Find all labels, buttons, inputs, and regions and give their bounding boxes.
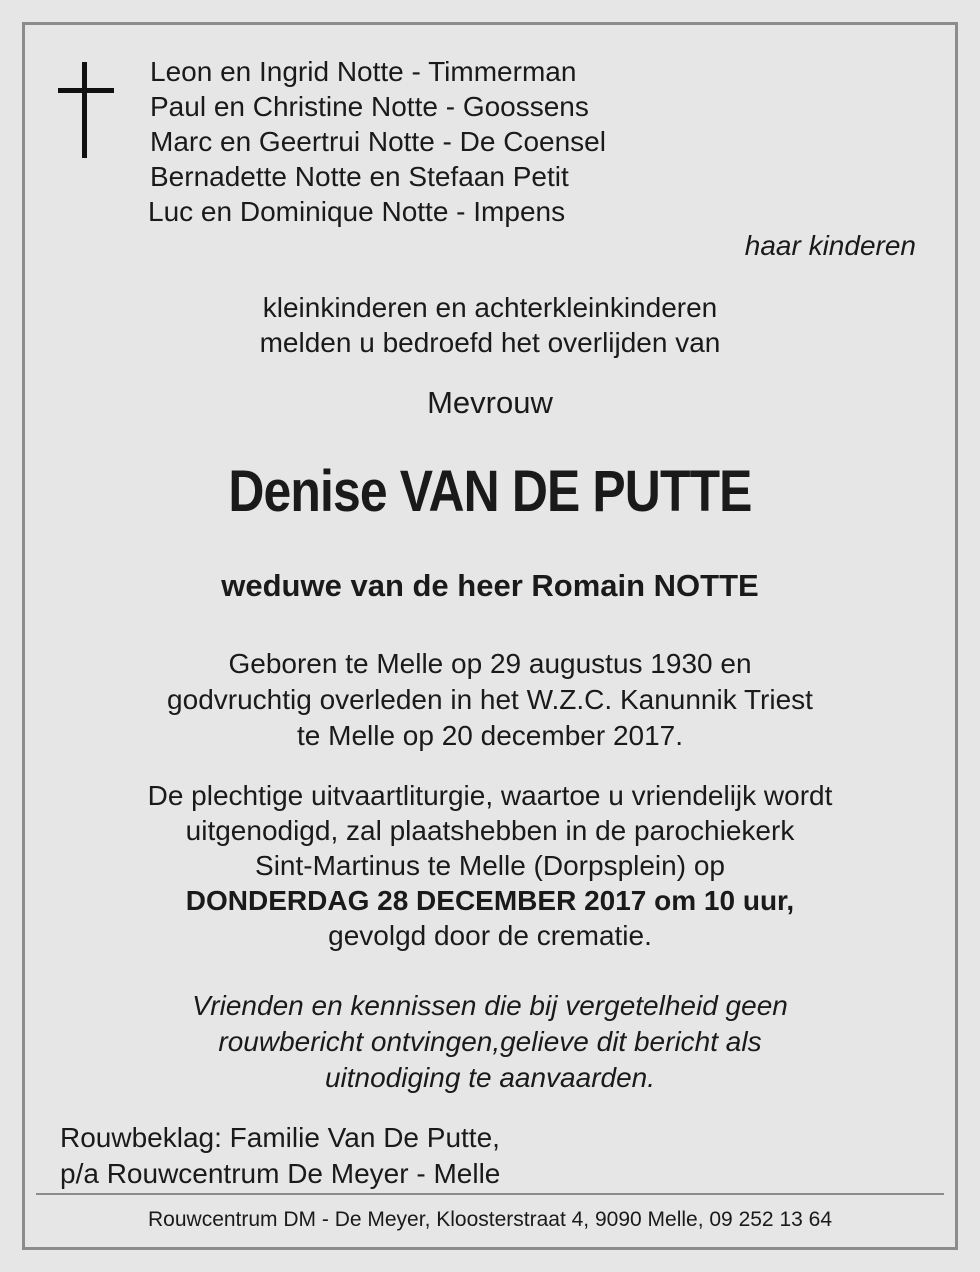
intro-line: kleinkinderen en achterkleinkinderen [262, 292, 718, 323]
condolence-line: Rouwbeklag: Familie Van De Putte, [60, 1122, 500, 1153]
intro-text [40, 290, 940, 360]
birth-death-line: godvruchtig overleden in het W.Z.C. Kanunnik Triest [167, 684, 813, 715]
funeral-text [40, 778, 940, 953]
invitation-notice [40, 988, 940, 1096]
funeral-line: gevolgd door de crematie. [328, 920, 652, 951]
condolence-line: p/a Rouwcentrum De Meyer - Melle [60, 1158, 501, 1189]
funeral-line: De plechtige uitvaartliturgie, waartoe u vriendelijk wordt [147, 780, 833, 811]
salutation: Mevrouw [427, 385, 553, 420]
funeral-line: uitgenodigd, zal plaatshebben in de parochiekerk [185, 815, 795, 846]
child-line: Paul en Christine Notte - Goossens [150, 91, 589, 122]
child-line: Marc en Geertrui Notte - De Coensel [150, 126, 606, 157]
child-line: Luc en Dominique Notte - Impens [148, 196, 566, 227]
child-line: Bernadette Notte en Stefaan Petit [150, 161, 569, 192]
footer-funeral-home: Rouwcentrum DM - De Meyer, Kloosterstraat 4, 9090 Melle, 09 252 13 64 [148, 1208, 832, 1231]
child-line: Leon en Ingrid Notte - Timmerman [150, 56, 577, 87]
children-list [150, 54, 606, 229]
funeral-line: Sint-Martinus te Melle (Dorpsplein) op [255, 850, 725, 881]
notice-line: rouwbericht ontvingen,gelieve dit bericht als [218, 1026, 762, 1057]
deceased-name: Denise VAN DE PUTTE [228, 459, 752, 524]
birth-death-line: te Melle op 20 december 2017. [296, 720, 684, 751]
notice-line: uitnodiging te aanvaarden. [324, 1062, 656, 1093]
condolence-address [60, 1120, 500, 1192]
birth-death-line: Geboren te Melle op 29 augustus 1930 en [228, 648, 752, 679]
children-label: haar kinderen [744, 230, 916, 261]
intro-line: melden u bedroefd het overlijden van [259, 327, 721, 358]
birth-death-text [40, 646, 940, 754]
widow-of: weduwe van de heer Romain NOTTE [221, 568, 759, 603]
funeral-date: DONDERDAG 28 DECEMBER 2017 om 10 uur, [185, 885, 795, 916]
notice-line: Vrienden en kennissen die bij vergetelheid geen [192, 990, 788, 1021]
divider [36, 1193, 944, 1195]
cross-icon [58, 62, 114, 158]
